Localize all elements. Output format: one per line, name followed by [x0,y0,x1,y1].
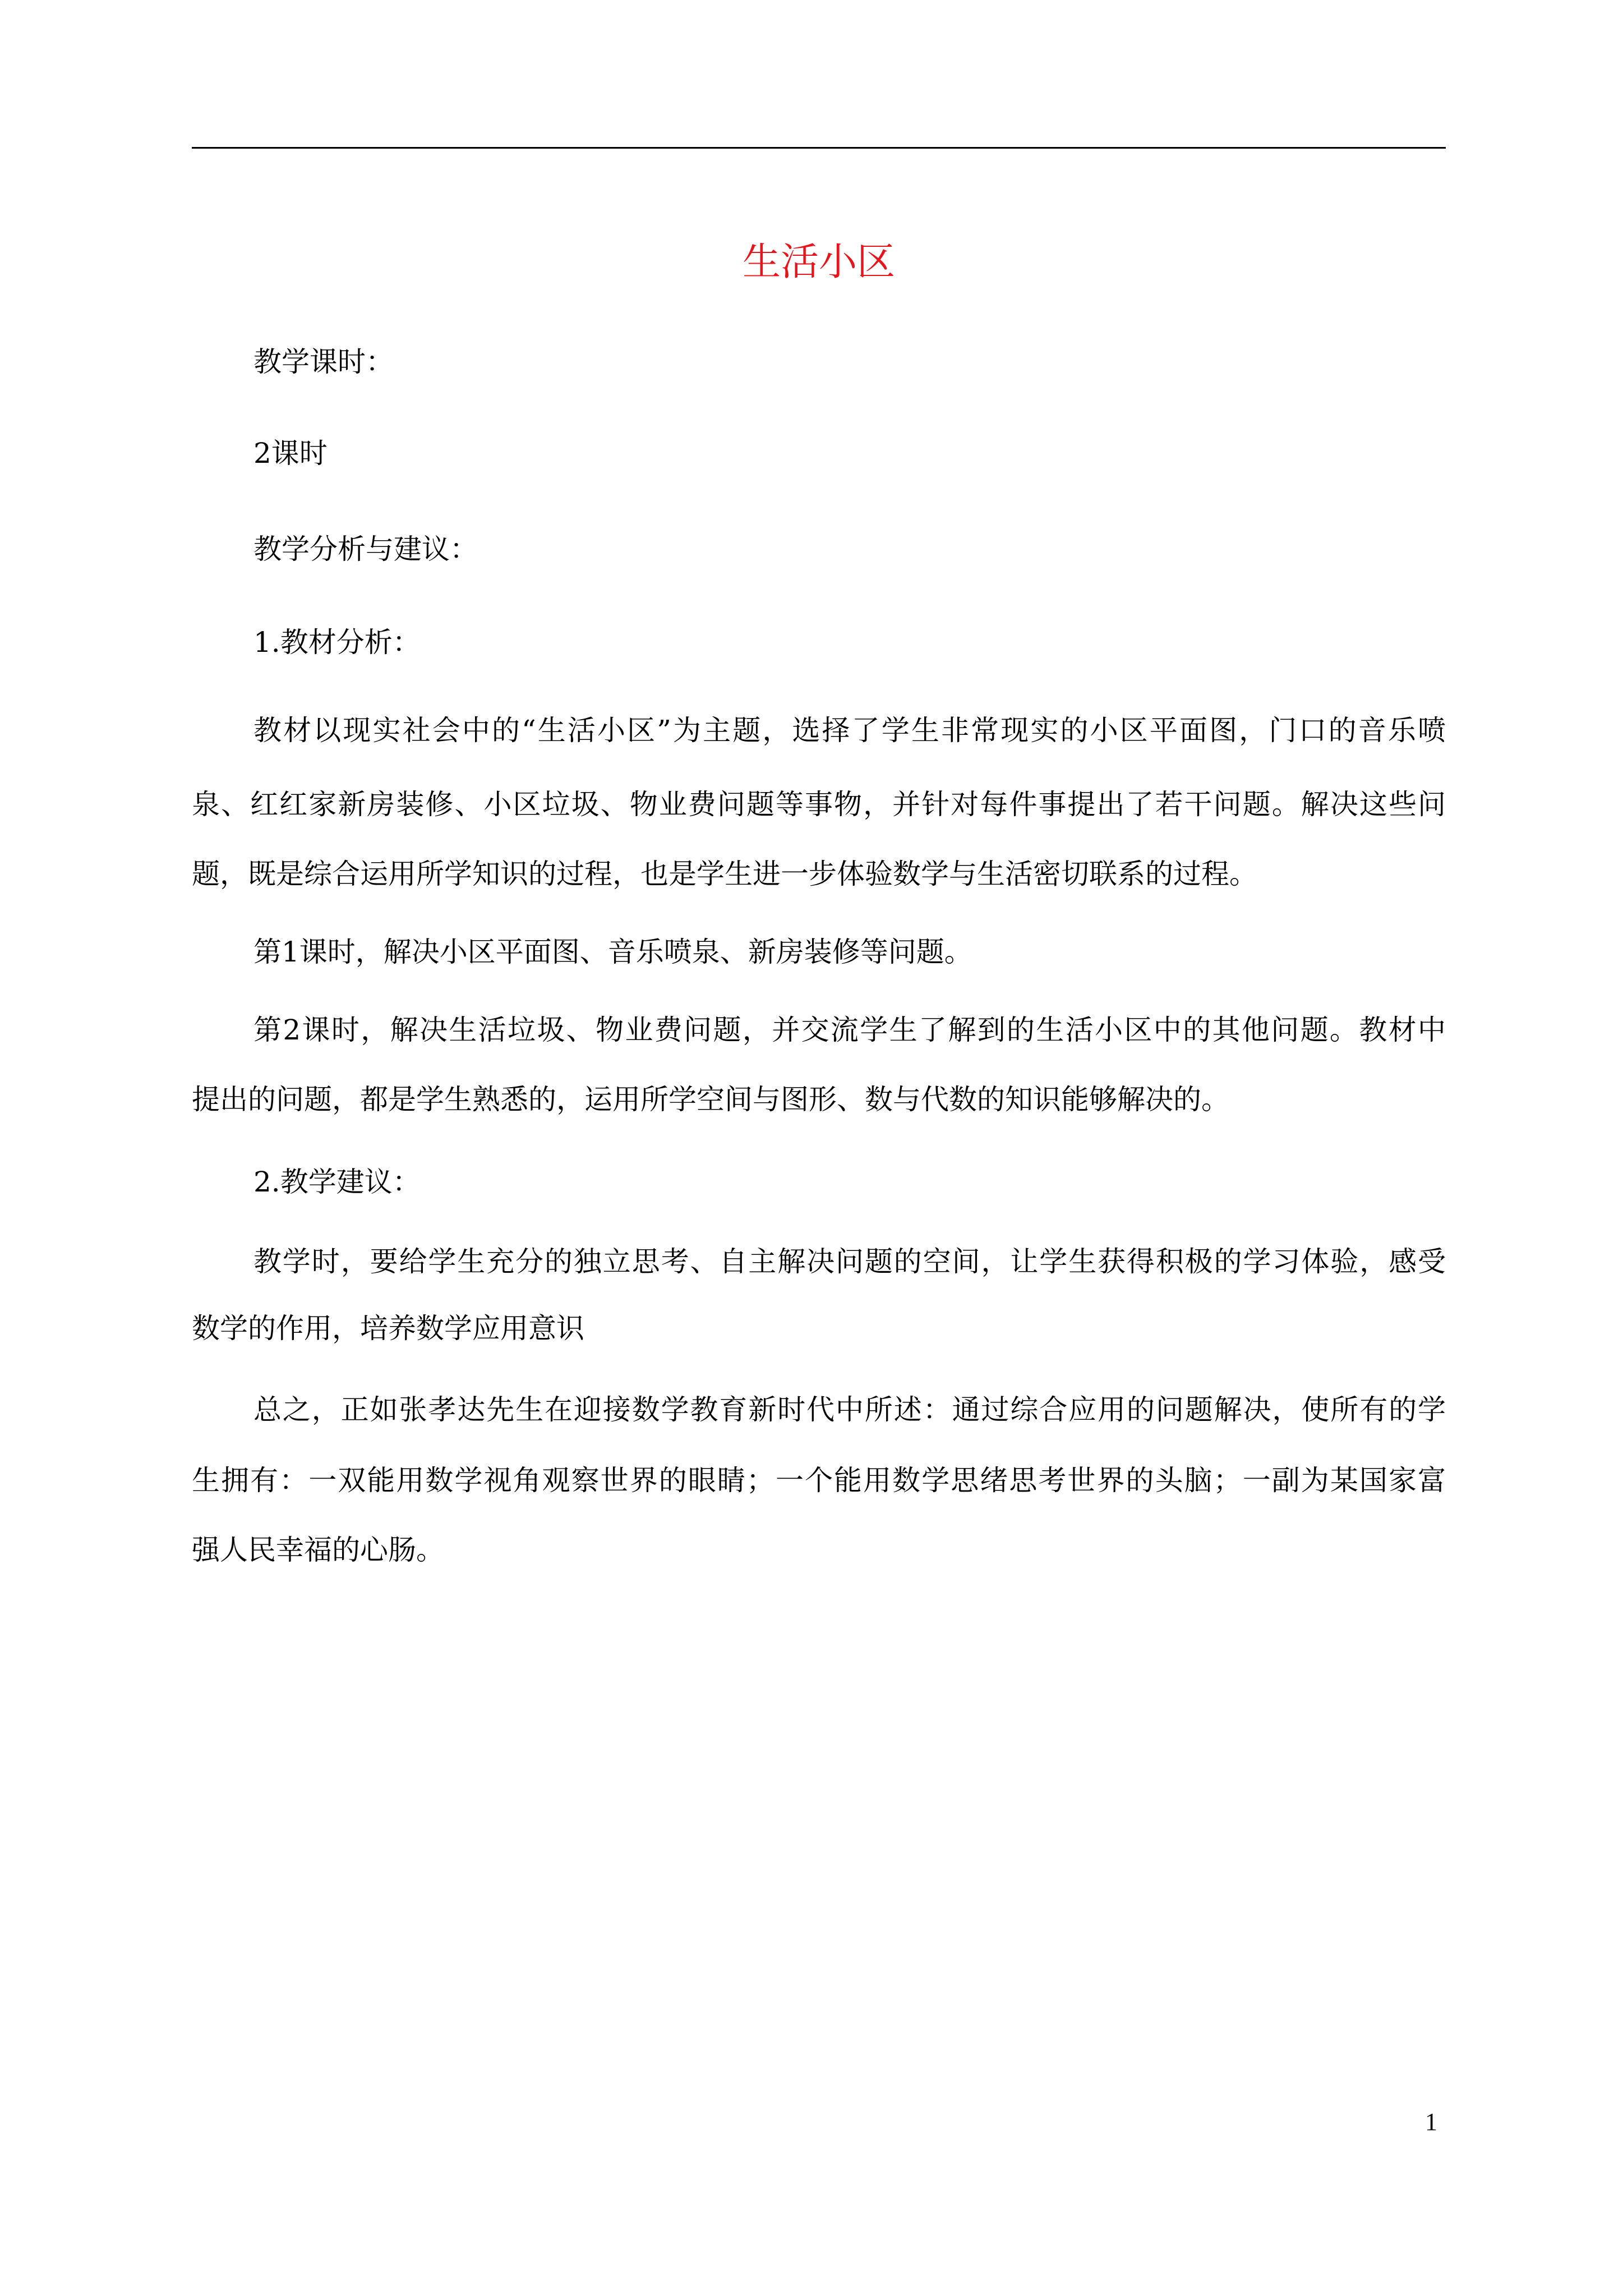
lesson-hours-text: 2课时 [253,437,328,470]
paragraph-line: 提出的问题，都是学生熟悉的，运用所学空间与图形、数与代数的知识能够解决的。 [192,1083,1229,1116]
paragraph-line: 题，既是综合运用所学知识的过程，也是学生进一步体验数学与生活密切联系的过程。 [192,858,1257,890]
paragraph-line: 强人民幸福的心肠。 [192,1534,444,1566]
paragraph-line: 第2课时，解决生活垃圾、物业费问题，并交流学生了解到的生活小区中的其他问题。教材中 [253,1014,1446,1046]
paragraph-line: 泉、红红家新房装修、小区垃圾、物业费问题等事物，并针对每件事提出了若干问题。解决这些问 [192,788,1446,821]
section-heading: 教学分析与建议： [253,533,478,565]
paragraph-line: 第1课时，解决小区平面图、音乐喷泉、新房装修等问题。 [253,936,972,968]
paragraph-line: 生拥有：一双能用数学视角观察世界的眼睛；一个能用数学思绪思考世界的头脑；一副为某国家富 [192,1464,1446,1497]
subsection-heading: 2.教学建议： [253,1166,421,1198]
section-heading: 教学课时： [253,346,394,378]
subsection-heading: 1.教材分析： [253,626,421,659]
paragraph-line: 数学的作用，培养数学应用意识 [192,1312,584,1345]
paragraph-line: 总之，正如张孝达先生在迎接数学教育新时代中所述：通过综合应用的问题解决，使所有的学 [253,1393,1446,1426]
header-rule [192,147,1446,149]
paragraph-line: 教材以现实社会中的“生活小区”为主题，选择了学生非常现实的小区平面图，门口的音乐喷 [253,714,1446,747]
page-number: 1 [1425,2108,1437,2136]
page-title: 生活小区 [742,240,895,284]
paragraph-line: 教学时，要给学生充分的独立思考、自主解决问题的空间，让学生获得积极的学习体验，感受 [253,1245,1446,1278]
